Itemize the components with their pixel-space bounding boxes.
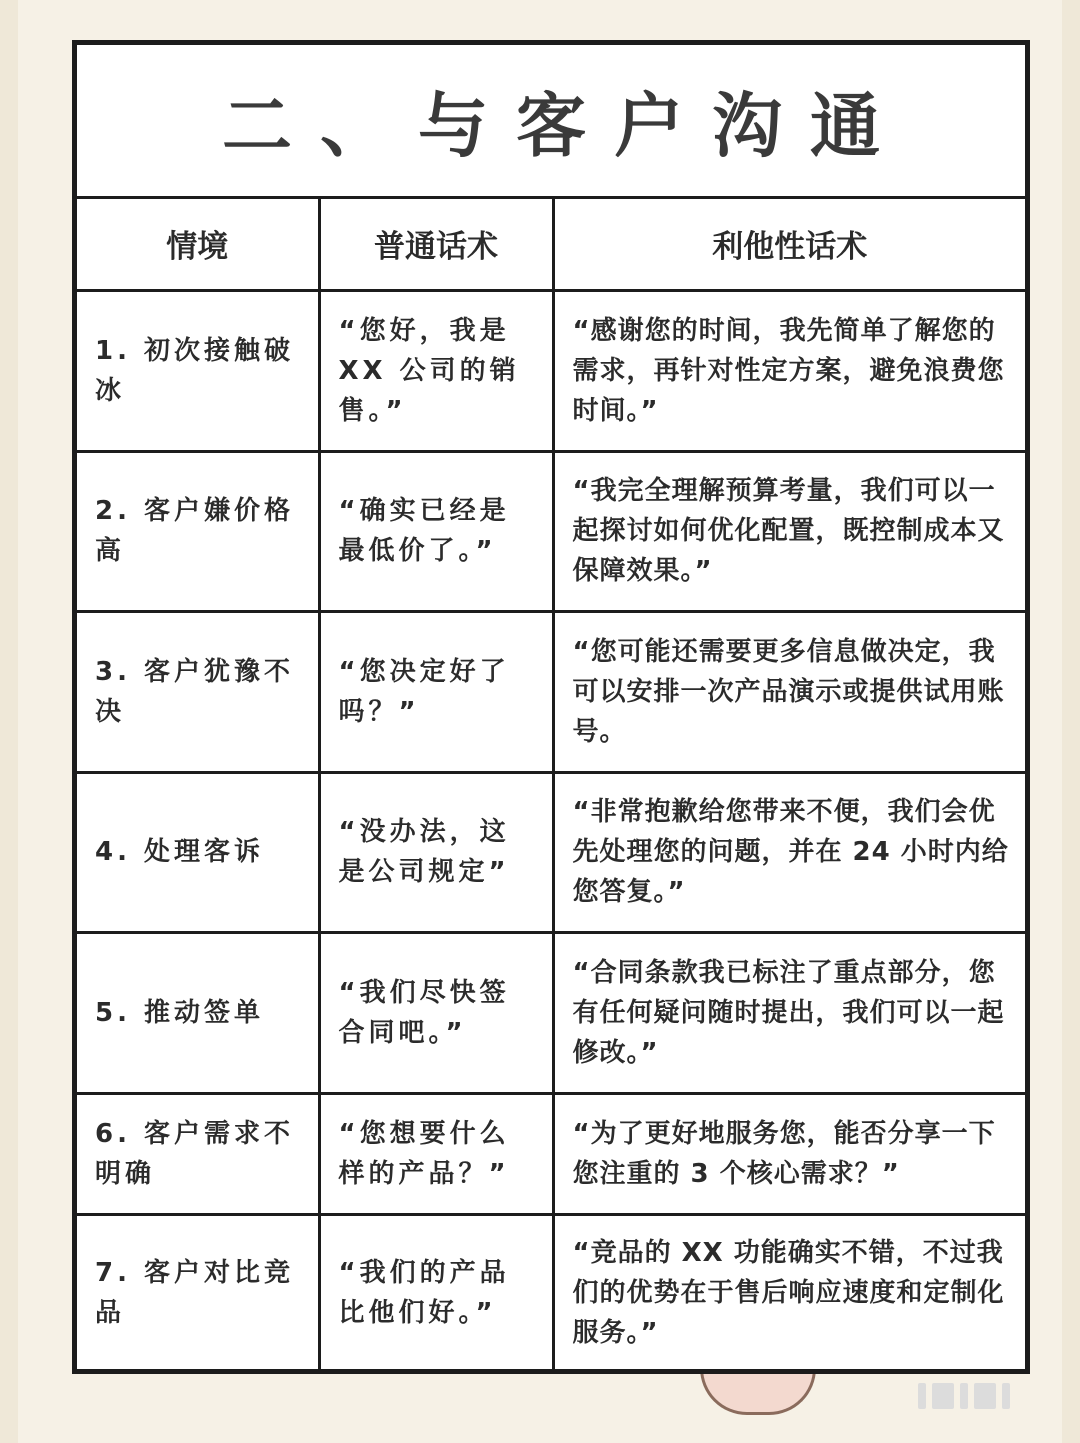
watermark-logo: [918, 1379, 1068, 1413]
header-situation: 情境: [77, 199, 319, 290]
table-row: [77, 772, 1025, 932]
normal-script-cell: “您想要什么样的产品？”: [319, 1093, 553, 1214]
situation-cell: 2. 客户嫌价格高: [77, 451, 319, 611]
situation-cell: 6. 客户需求不明确: [77, 1093, 319, 1214]
table-row: [77, 932, 1025, 1093]
normal-script-cell: “我们的产品比他们好。”: [319, 1214, 553, 1370]
altruistic-script-cell: “非常抱歉给您带来不便，我们会优先处理您的问题，并在 24 小时内给您答复。”: [553, 772, 1025, 932]
header-altruistic-script: 利他性话术: [553, 199, 1025, 290]
normal-script-cell: “您好，我是 XX 公司的销售。”: [319, 290, 553, 451]
table-row: [77, 451, 1025, 611]
altruistic-script-cell: “您可能还需要更多信息做决定，我可以安排一次产品演示或提供试用账号。: [553, 611, 1025, 772]
background-strip-left: [0, 0, 18, 1443]
altruistic-script-cell: “合同条款我已标注了重点部分，您有任何疑问随时提出，我们可以一起修改。”: [553, 932, 1025, 1093]
altruistic-script-cell: “感谢您的时间，我先简单了解您的需求，再针对性定方案，避免浪费您时间。”: [553, 290, 1025, 451]
normal-script-cell: “没办法，这是公司规定”: [319, 772, 553, 932]
situation-cell: 5. 推动签单: [77, 932, 319, 1093]
watermark-mark: [1002, 1383, 1010, 1409]
watermark-mark: [932, 1383, 954, 1409]
altruistic-script-cell: “竞品的 XX 功能确实不错，不过我们的优势在于售后响应速度和定制化服务。”: [553, 1214, 1025, 1370]
normal-script-cell: “您决定好了吗？”: [319, 611, 553, 772]
decorative-illustration: [700, 1368, 816, 1415]
watermark-mark: [918, 1383, 926, 1409]
normal-script-cell: “我们尽快签合同吧。”: [319, 932, 553, 1093]
situation-cell: 4. 处理客诉: [77, 772, 319, 932]
table-row: [77, 611, 1025, 772]
table-row: [77, 1093, 1025, 1214]
altruistic-script-cell: “我完全理解预算考量，我们可以一起探讨如何优化配置，既控制成本又保障效果。”: [553, 451, 1025, 611]
situation-cell: 7. 客户对比竞品: [77, 1214, 319, 1370]
altruistic-script-cell: “为了更好地服务您，能否分享一下您注重的 3 个核心需求？”: [553, 1093, 1025, 1214]
table-row: [77, 1214, 1025, 1370]
table-header-row: [77, 199, 1025, 290]
situation-cell: 1. 初次接触破冰: [77, 290, 319, 451]
header-normal-script: 普通话术: [319, 199, 553, 290]
background-strip-right: [1062, 0, 1080, 1443]
normal-script-cell: “确实已经是最低价了。”: [319, 451, 553, 611]
page-title: 二、与客户沟通: [222, 85, 908, 167]
table-row: [77, 290, 1025, 451]
watermark-mark: [974, 1383, 996, 1409]
watermark-mark: [960, 1383, 968, 1409]
comparison-table: [77, 199, 1025, 1370]
content-card: [72, 40, 1030, 1374]
situation-cell: 3. 客户犹豫不决: [77, 611, 319, 772]
title-banner: [77, 45, 1025, 199]
